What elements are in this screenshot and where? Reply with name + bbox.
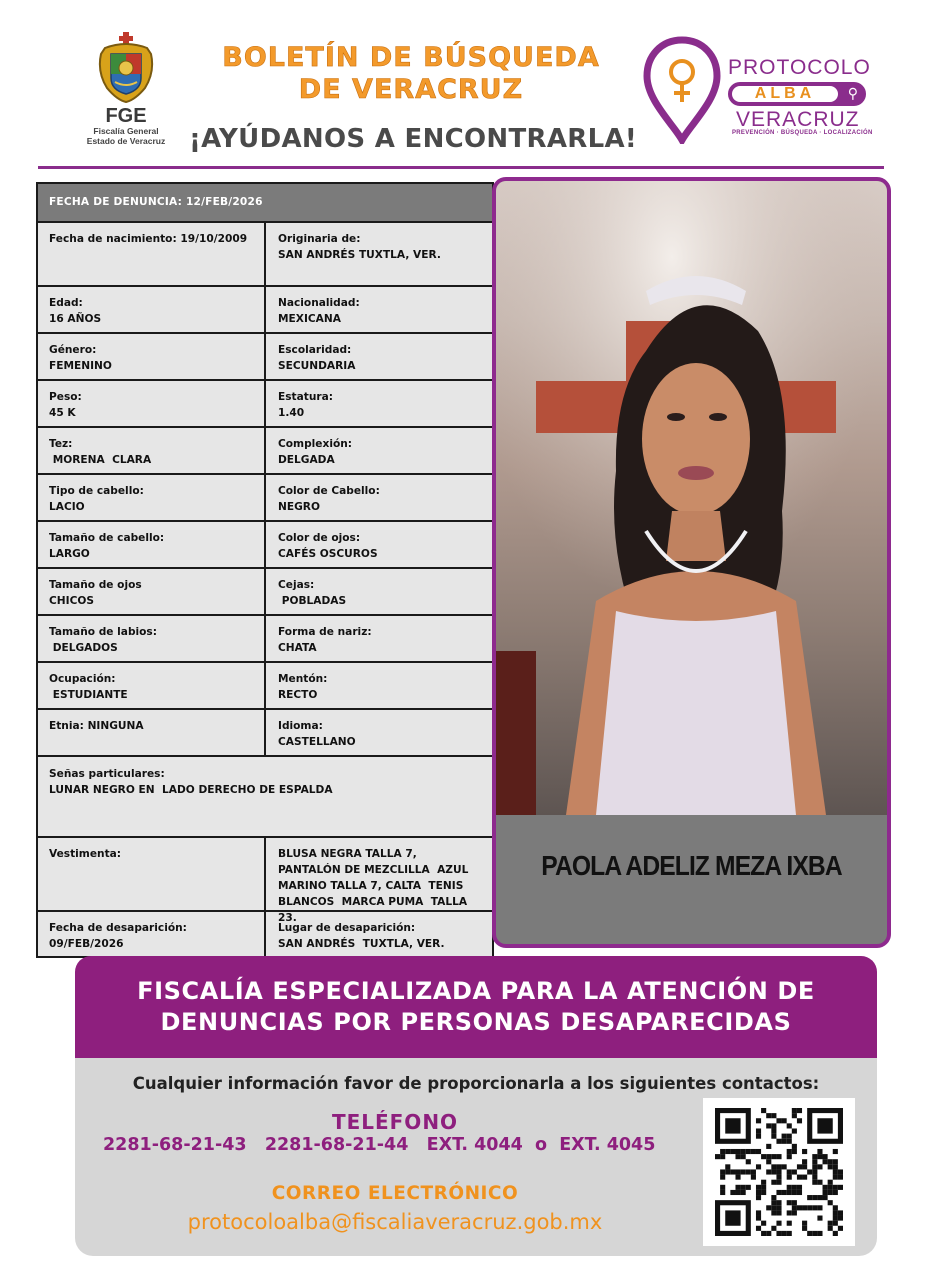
row-left-label: Fecha de nacimiento: [49, 233, 177, 245]
contact-intro-text: Cualquier información favor de proporcionarla a los siguientes contactos: [132, 1074, 820, 1093]
search-icon: ⚲ [847, 86, 858, 102]
disappearance-row [38, 912, 492, 956]
row-right-label: Idioma: [278, 720, 323, 732]
row-left-label: Tamaño de ojos [49, 579, 142, 591]
row-right-value: SECUNDARIA [278, 360, 356, 372]
missing-person-photo [496, 181, 887, 815]
header-divider [38, 166, 884, 169]
email-heading: CORREO ELECTRÓNICO [271, 1183, 519, 1204]
row-left-label: Ocupación: [49, 673, 116, 685]
bulletin-title-line2: DE VERACRUZ [298, 74, 524, 105]
contact-panel [75, 1058, 877, 1256]
row-right-label: Originaria de: [278, 233, 361, 245]
alba-word-alba: ALBA [732, 86, 838, 102]
fge-name-line1: Fiscalía General [93, 126, 159, 136]
row-right-value: POBLADAS [278, 595, 347, 607]
row-right-value: DELGADA [278, 454, 335, 466]
table-row [38, 569, 492, 616]
row-right-value: NEGRO [278, 501, 320, 513]
table-row [38, 287, 492, 334]
row-right-value: CASTELLANO [278, 736, 356, 748]
clothing-label: Vestimenta: [49, 848, 122, 860]
row-right-value: CHATA [278, 642, 317, 654]
row-right-value: 1.40 [278, 407, 305, 419]
email-address-link[interactable]: protocoloalba@fiscaliaveracruz.gob.mx [187, 1210, 603, 1234]
row-left-value: 45 K [49, 407, 76, 419]
row-right-label: Complexión: [278, 438, 353, 450]
disappearance-date-label: Fecha de desaparición: [49, 922, 187, 934]
row-left-value: MORENA CLARA [49, 454, 152, 466]
row-right-label: Cejas: [278, 579, 315, 591]
row-left-value: 16 AÑOS [49, 313, 102, 325]
row-right-label: Color de Cabello: [278, 485, 380, 497]
row-left-label: Tamaño de cabello: [49, 532, 165, 544]
table-row [38, 663, 492, 710]
distinguishing-marks-label: Señas particulares: [49, 768, 165, 780]
row-left-value: NINGUNA [87, 720, 144, 732]
qr-code[interactable] [703, 1098, 855, 1246]
row-left-label: Tipo de cabello: [49, 485, 144, 497]
missing-person-details-table [36, 182, 494, 958]
fge-name-line2: Estado de Veracruz [86, 136, 166, 146]
row-right-label: Nacionalidad: [278, 297, 360, 309]
photo-card [492, 177, 891, 948]
report-date-row [38, 184, 492, 223]
clothing-value: BLUSA NEGRA TALLA 7, PANTALÓN DE MEZCLILLA AZUL MARINO TALLA 7, CALTA TENIS BLANCOS MARCA PUMA TALLA 23. [278, 848, 473, 924]
distinguishing-marks-row [38, 758, 492, 838]
row-left-value: ESTUDIANTE [49, 689, 128, 701]
row-left-label: Tez: [49, 438, 73, 450]
alba-search-pill [728, 82, 866, 106]
table-row [38, 381, 492, 428]
phone-heading: TELÉFONO [331, 1110, 459, 1134]
row-left-label: Tamaño de labios: [49, 626, 157, 638]
row-right-label: Mentón: [278, 673, 328, 685]
disappearance-date-value: 09/FEB/2026 [49, 938, 124, 950]
bulletin-title [206, 42, 616, 106]
row-right-label: Forma de nariz: [278, 626, 372, 638]
row-left-value: LACIO [49, 501, 85, 513]
distinguishing-marks-value: LUNAR NEGRO EN LADO DERECHO DE ESPALDA [49, 784, 333, 796]
row-left-value: 19/10/2009 [180, 233, 248, 245]
portrait-illustration [496, 181, 887, 815]
alba-word-protocolo: PROTOCOLO [728, 56, 871, 79]
qr-code-icon [715, 1108, 843, 1236]
table-row [38, 428, 492, 475]
table-row [38, 223, 492, 287]
row-right-value: RECTO [278, 689, 318, 701]
fiscalia-banner-line1: FISCALÍA ESPECIALIZADA PARA LA ATENCIÓN DE [137, 977, 815, 1005]
fge-logo [78, 32, 174, 156]
alba-location-pin-icon [643, 36, 721, 144]
veracruz-coat-of-arms-icon [95, 32, 157, 104]
fiscalia-banner [75, 956, 877, 1058]
row-left-label: Género: [49, 344, 97, 356]
table-row [38, 616, 492, 663]
table-row [38, 475, 492, 522]
row-right-label: Estatura: [278, 391, 333, 403]
row-left-label: Etnia: [49, 720, 84, 732]
row-right-label: Color de ojos: [278, 532, 361, 544]
missing-person-name: PAOLA ADELIZ MEZA IXBA [541, 850, 842, 881]
row-left-label: Edad: [49, 297, 83, 309]
fiscalia-banner-line2: DENUNCIAS POR PERSONAS DESAPARECIDAS [160, 1008, 792, 1036]
clothing-row [38, 838, 492, 924]
row-left-value: LARGO [49, 548, 90, 560]
phone-numbers[interactable]: 2281-68-21-43 2281-68-21-44 EXT. 4044 o EXT. 4045 [103, 1135, 656, 1155]
row-left-value: CHICOS [49, 595, 94, 607]
row-right-value: CAFÉS OSCUROS [278, 548, 378, 560]
row-left-label: Peso: [49, 391, 82, 403]
row-left-value: FEMENINO [49, 360, 112, 372]
row-right-value: MEXICANA [278, 313, 341, 325]
bulletin-title-line1: BOLETÍN DE BÚSQUEDA [222, 42, 600, 73]
row-left-value: DELGADOS [49, 642, 118, 654]
row-right-value: SAN ANDRÉS TUXTLA, VER. [278, 249, 441, 261]
table-row [38, 522, 492, 569]
disappearance-place-value: SAN ANDRÉS TUXTLA, VER. [278, 938, 445, 950]
disappearance-place-label: Lugar de desaparición: [278, 922, 416, 934]
fge-abbreviation: FGE [105, 105, 147, 127]
table-row [38, 710, 492, 757]
alba-word-veracruz: VERACRUZ [736, 108, 860, 131]
table-row [38, 334, 492, 381]
report-date-label: FECHA DE DENUNCIA: [49, 196, 183, 208]
alba-tagline: PREVENCIÓN · BÚSQUEDA · LOCALIZACIÓN [732, 130, 873, 136]
row-right-label: Escolaridad: [278, 344, 352, 356]
help-find-her-heading: ¡AYÚDANOS A ENCONTRARLA! [188, 124, 638, 154]
report-date-value: 12/FEB/2026 [185, 196, 263, 208]
